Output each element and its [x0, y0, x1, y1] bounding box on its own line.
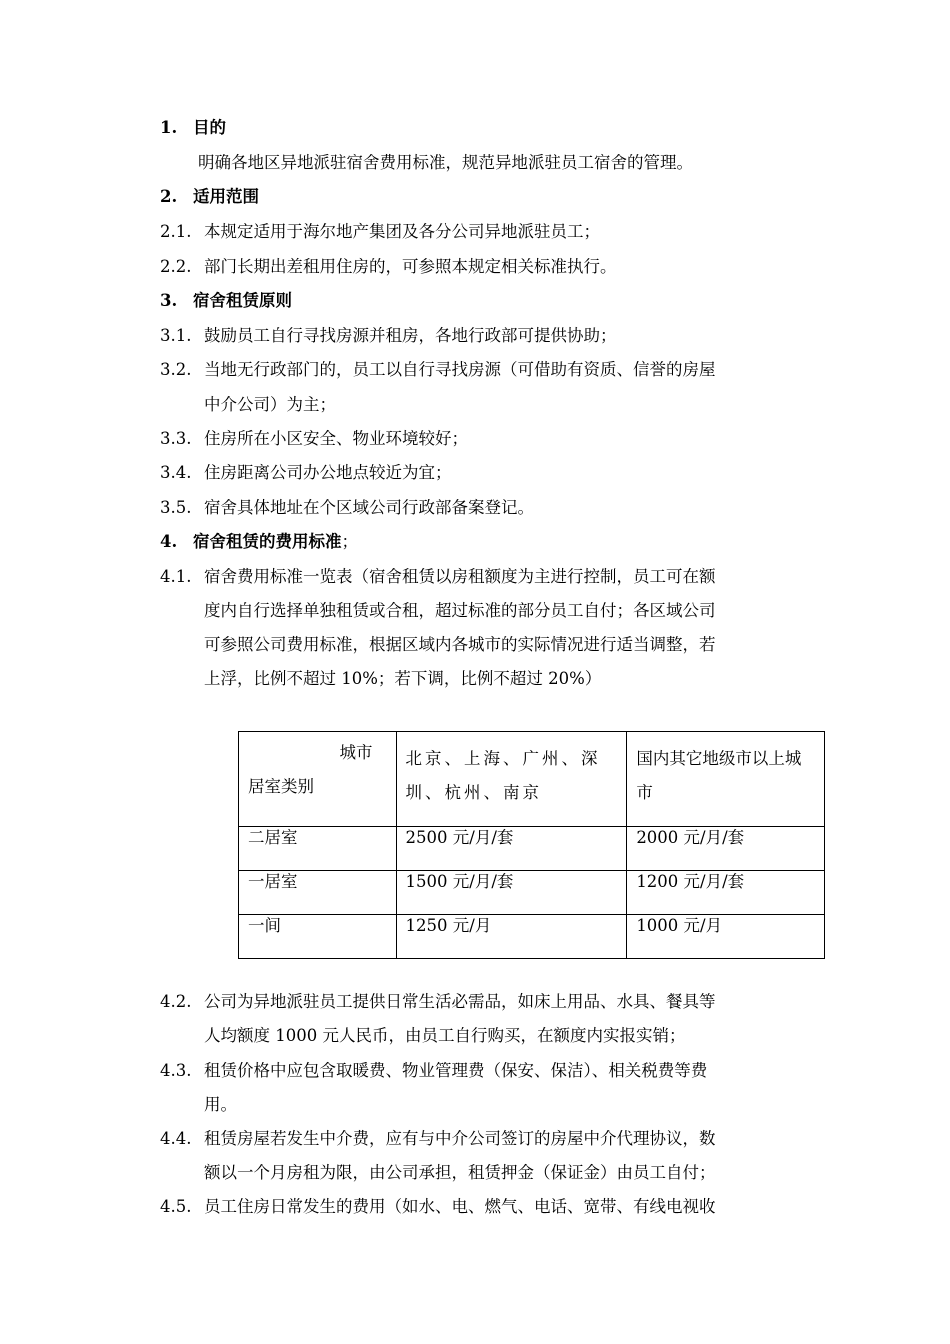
item-text: 住房距离公司办公地点较近为宜； — [204, 463, 452, 482]
section-number: 3. — [160, 291, 178, 310]
table-cell: 一间 — [239, 915, 397, 959]
section-1-body: 明确各地区异地派驻宿舍费用标准，规范异地派驻员工宿舍的管理。 — [198, 153, 693, 172]
item-number: 4.3. — [160, 1061, 192, 1080]
table-row — [239, 871, 825, 915]
item-number: 3.1. — [160, 326, 192, 345]
corner-city-label: 城市 — [339, 743, 373, 762]
item-number: 4.2. — [160, 992, 192, 1011]
table-cell: 二居室 — [239, 827, 397, 871]
corner-room-type-label: 居室类别 — [248, 777, 314, 796]
table-cell: 1500 元/月/套 — [396, 871, 627, 915]
table-header-cell: 北京、上海、广州、深圳、杭州、南京 — [396, 732, 627, 827]
table-cell: 1000 元/月 — [627, 915, 825, 959]
item-text: 可参照公司费用标准，根据区域内各城市的实际情况进行适当调整，若 — [204, 635, 716, 654]
section-title: 目的 — [193, 118, 226, 137]
item-text: 宿舍费用标准一览表（宿舍租赁以房租额度为主进行控制，员工可在额 — [204, 567, 716, 586]
rent-standard-table — [238, 731, 825, 959]
item-number: 2.2. — [160, 257, 192, 276]
table-header-row — [239, 732, 825, 827]
item-text: 上浮，比例不超过 10%；若下调，比例不超过 20%） — [204, 669, 602, 688]
item-number: 4.4. — [160, 1129, 192, 1148]
table-header-cell: 国内其它地级市以上城市 — [627, 732, 825, 827]
item-number: 3.4. — [160, 463, 192, 482]
section-title: 宿舍租赁的费用标准 — [193, 532, 342, 551]
table-cell: 1200 元/月/套 — [627, 871, 825, 915]
item-number: 3.2. — [160, 360, 192, 379]
item-text: 当地无行政部门的，员工以自行寻找房源（可借助有资质、信誉的房屋 — [204, 360, 716, 379]
item-text: 住房所在小区安全、物业环境较好； — [204, 429, 468, 448]
item-text: 用。 — [204, 1095, 237, 1114]
item-text: 鼓励员工自行寻找房源并租房，各地行政部可提供协助； — [204, 326, 617, 345]
item-text: 公司为异地派驻员工提供日常生活必需品，如床上用品、水具、餐具等 — [204, 992, 716, 1011]
table-row — [239, 915, 825, 959]
item-text: 租赁价格中应包含取暖费、物业管理费（保安、保洁）、相关税费等费 — [204, 1061, 708, 1080]
table-row — [239, 827, 825, 871]
item-text: 员工住房日常发生的费用（如水、电、燃气、电话、宽带、有线电视收 — [204, 1197, 716, 1216]
section-title: 适用范围 — [193, 187, 259, 206]
table-corner-cell — [239, 732, 397, 827]
section-title-suffix: ； — [341, 532, 358, 551]
item-text: 宿舍具体地址在个区域公司行政部备案登记。 — [204, 498, 534, 517]
item-number: 2.1. — [160, 222, 192, 241]
item-text: 租赁房屋若发生中介费，应有与中介公司签订的房屋中介代理协议，数 — [204, 1129, 716, 1148]
item-number: 4.5. — [160, 1197, 192, 1216]
item-text: 人均额度 1000 元人民币，由员工自行购买，在额度内实报实销； — [204, 1026, 686, 1045]
item-text: 本规定适用于海尔地产集团及各分公司异地派驻员工； — [204, 222, 600, 241]
section-number: 1. — [160, 118, 178, 137]
item-number: 3.5. — [160, 498, 192, 517]
item-text: 部门长期出差租用住房的，可参照本规定相关标准执行。 — [204, 257, 617, 276]
item-number: 3.3. — [160, 429, 192, 448]
item-text: 度内自行选择单独租赁或合租，超过标准的部分员工自付；各区域公司 — [204, 601, 716, 620]
item-number: 4.1. — [160, 567, 192, 586]
table-cell: 1250 元/月 — [396, 915, 627, 959]
item-text: 额以一个月房租为限，由公司承担，租赁押金（保证金）由员工自付； — [204, 1163, 716, 1182]
item-text: 中介公司）为主； — [204, 395, 336, 414]
section-number: 2. — [160, 187, 178, 206]
table-cell: 2000 元/月/套 — [627, 827, 825, 871]
table-cell: 一居室 — [239, 871, 397, 915]
section-title: 宿舍租赁原则 — [193, 291, 292, 310]
table-cell: 2500 元/月/套 — [396, 827, 627, 871]
section-number: 4. — [160, 532, 178, 551]
